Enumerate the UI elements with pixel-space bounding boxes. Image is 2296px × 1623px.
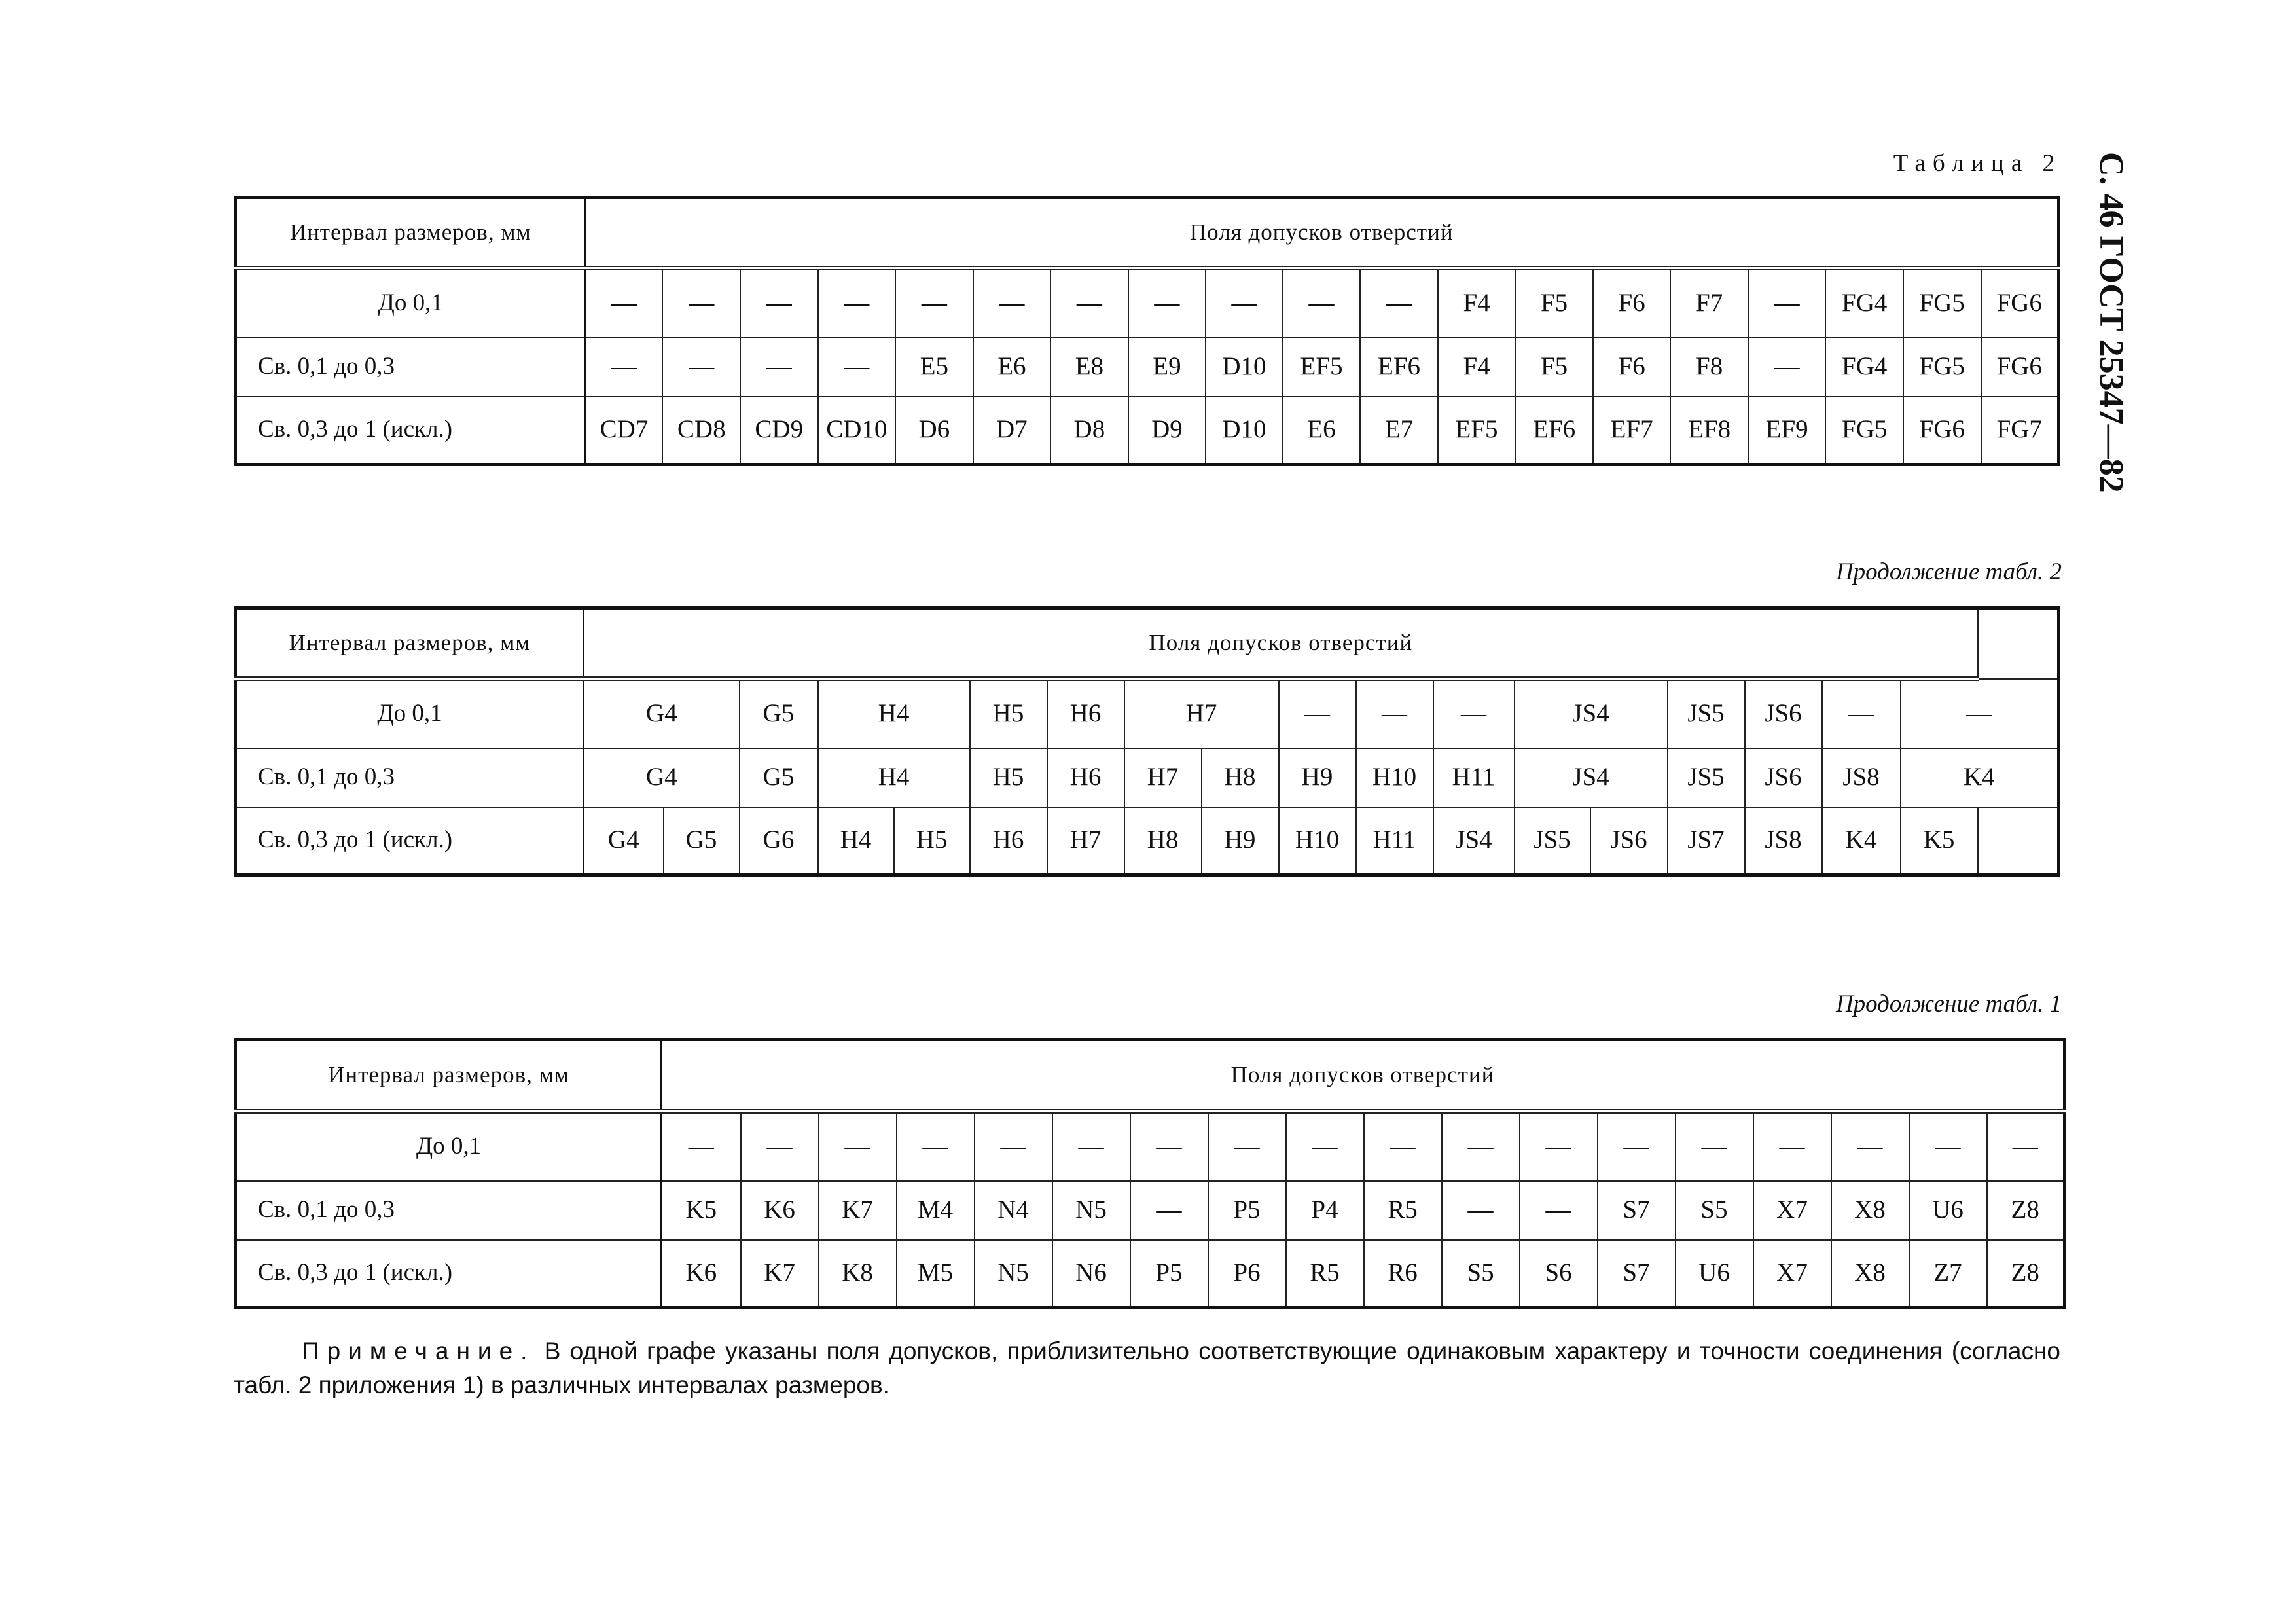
tolerance-cell: JS6 [1590, 807, 1668, 875]
tolerance-cell: N5 [975, 1240, 1052, 1308]
tolerance-cell: CD8 [662, 397, 740, 465]
tolerance-cell: D7 [973, 397, 1051, 465]
tolerance-cell: — [1283, 268, 1361, 338]
fields-header: Поля допусков отверстий [585, 198, 2059, 268]
tolerance-cell: K6 [741, 1181, 819, 1240]
table-row [236, 807, 2059, 875]
tolerance-cell: Z8 [1987, 1240, 2065, 1308]
tolerance-cell: K7 [819, 1181, 897, 1240]
tolerance-cell: H6 [970, 807, 1047, 875]
tolerance-cell: — [585, 268, 663, 338]
tolerance-cell: FG4 [1825, 268, 1903, 338]
tolerance-cell: — [662, 268, 740, 338]
size-interval-label: До 0,1 [236, 268, 585, 338]
table-row [236, 338, 2059, 397]
tolerance-cell: FG4 [1825, 338, 1903, 397]
tolerance-cell: G4 [584, 748, 740, 807]
size-interval-label: Св. 0,3 до 1 (искл.) [236, 397, 585, 465]
tolerance-cell: D10 [1206, 397, 1283, 465]
tolerance-cell: — [1052, 1112, 1130, 1181]
tolerance-table-2 [234, 606, 2060, 877]
tolerance-cell: — [1364, 1112, 1442, 1181]
tolerance-cell: JS4 [1515, 748, 1668, 807]
tolerance-cell: — [1130, 1181, 1208, 1240]
tolerance-cell: H11 [1356, 807, 1433, 875]
table-row [236, 1240, 2065, 1308]
tolerance-cell: X8 [1831, 1181, 1909, 1240]
tolerance-cell: S7 [1598, 1181, 1676, 1240]
tolerance-cell: CD9 [740, 397, 818, 465]
tolerance-cell: E6 [973, 338, 1051, 397]
tolerance-cell: FG5 [1903, 268, 1981, 338]
tolerance-cell: — [1442, 1181, 1520, 1240]
tolerance-cell: FG6 [1981, 338, 2059, 397]
table-caption-3: Продолжение табл. 1 [1835, 991, 2062, 1017]
tolerance-cell: F4 [1438, 338, 1516, 397]
tolerance-cell: P6 [1208, 1240, 1286, 1308]
size-interval-label: Св. 0,1 до 0,3 [236, 338, 585, 397]
tolerance-cell: E9 [1128, 338, 1206, 397]
tolerance-cell: K6 [662, 1240, 741, 1308]
tolerance-cell: N5 [1052, 1181, 1130, 1240]
tolerance-cell: H8 [1124, 807, 1202, 875]
tolerance-cell: — [740, 268, 818, 338]
tolerance-cell: — [1433, 679, 1515, 748]
tolerance-cell: — [1208, 1112, 1286, 1181]
tolerance-cell: H6 [1047, 748, 1124, 807]
tolerance-cell: S7 [1598, 1240, 1676, 1308]
tolerance-cell: FG6 [1981, 268, 2059, 338]
tolerance-cell: CD10 [818, 397, 896, 465]
tolerance-cell: — [1748, 268, 1826, 338]
tolerance-cell: U6 [1909, 1181, 1987, 1240]
tolerance-cell: N6 [1052, 1240, 1130, 1308]
tolerance-cell: — [741, 1112, 819, 1181]
tolerance-cell: H7 [1124, 679, 1279, 748]
tolerance-cell: H10 [1279, 807, 1356, 875]
note-keyword: Примечание. [302, 1338, 535, 1364]
tolerance-cell: — [895, 268, 973, 338]
tolerance-cell: FG7 [1981, 397, 2059, 465]
tolerance-cell: — [1286, 1112, 1364, 1181]
tolerance-cell: G4 [584, 679, 740, 748]
interval-header: Интервал размеров, мм [236, 1040, 662, 1112]
tolerance-cell: H5 [970, 748, 1047, 807]
header-row [236, 198, 2059, 268]
tolerance-cell: E7 [1360, 397, 1438, 465]
tolerance-cell: K4 [1901, 748, 2059, 807]
tolerance-cell: — [897, 1112, 975, 1181]
tolerance-cell: K4 [1822, 807, 1901, 875]
tolerance-cell: F5 [1515, 268, 1593, 338]
tolerance-cell: JS7 [1668, 807, 1745, 875]
tolerance-cell: FG5 [1825, 397, 1903, 465]
table-caption-2: Продолжение табл. 2 [1835, 558, 2062, 585]
tolerance-cell: H7 [1047, 807, 1124, 875]
interval-header: Интервал размеров, мм [236, 608, 584, 679]
tolerance-table-1 [234, 196, 2060, 466]
header-row [236, 608, 2059, 679]
fields-header: Поля допусков отверстий [662, 1040, 2065, 1112]
tolerance-cell: M4 [897, 1181, 975, 1240]
tolerance-cell: CD7 [585, 397, 663, 465]
note-text: В одной графе указаны поля допусков, приблизительно соответствующие одинаковым характеру и точности соединения (согласно табл. 2 приложения 1) в различных интервалах размеров. [234, 1338, 2060, 1398]
tolerance-cell: JS8 [1745, 807, 1822, 875]
tolerance-cell: — [1520, 1181, 1598, 1240]
tolerance-cell: FG6 [1903, 397, 1981, 465]
tolerance-cell: F4 [1438, 268, 1516, 338]
tolerance-cell: F5 [1515, 338, 1593, 397]
tolerance-cell: R5 [1286, 1240, 1364, 1308]
interval-header: Интервал размеров, мм [236, 198, 585, 268]
size-interval-label: До 0,1 [236, 1112, 662, 1181]
tolerance-cell: — [1901, 679, 2059, 748]
tolerance-cell: JS5 [1668, 679, 1745, 748]
tolerance-cell: JS6 [1745, 679, 1822, 748]
table-row [236, 397, 2059, 465]
tolerance-cell: JS5 [1515, 807, 1590, 875]
tolerance-cell: X7 [1753, 1240, 1831, 1308]
size-interval-label: Св. 0,1 до 0,3 [236, 748, 584, 807]
tolerance-cell: JS4 [1433, 807, 1515, 875]
size-interval-label: Св. 0,1 до 0,3 [236, 1181, 662, 1240]
tolerance-cell: R6 [1364, 1240, 1442, 1308]
tolerance-cell: K7 [741, 1240, 819, 1308]
tolerance-cell: H5 [970, 679, 1047, 748]
tolerance-cell: — [1748, 338, 1826, 397]
size-interval-label: До 0,1 [236, 679, 584, 748]
tolerance-cell: FG5 [1903, 338, 1981, 397]
tolerance-cell: P5 [1208, 1181, 1286, 1240]
tolerance-cell: — [1442, 1112, 1520, 1181]
tolerance-cell: JS6 [1745, 748, 1822, 807]
tolerance-cell: — [1279, 679, 1356, 748]
tolerance-cell: H6 [1047, 679, 1124, 748]
tolerance-cell: E6 [1283, 397, 1361, 465]
tolerance-cell: Z8 [1987, 1181, 2065, 1240]
tolerance-cell: G5 [740, 748, 818, 807]
tolerance-cell: — [1130, 1112, 1208, 1181]
tolerance-cell: K5 [1901, 807, 1978, 875]
tolerance-cell: S5 [1442, 1240, 1520, 1308]
tolerance-cell: H9 [1279, 748, 1356, 807]
tolerance-cell: — [1520, 1112, 1598, 1181]
tolerance-cell: EF7 [1593, 397, 1671, 465]
tolerance-cell: EF8 [1670, 397, 1748, 465]
tolerance-cell: — [973, 268, 1051, 338]
size-interval-label: Св. 0,3 до 1 (искл.) [236, 1240, 662, 1308]
tolerance-cell: — [1360, 268, 1438, 338]
tolerance-cell: P4 [1286, 1181, 1364, 1240]
tolerance-cell: P5 [1130, 1240, 1208, 1308]
tolerance-cell: — [1598, 1112, 1676, 1181]
tolerance-cell: H7 [1124, 748, 1202, 807]
tolerance-cell: M5 [897, 1240, 975, 1308]
tolerance-cell: E8 [1050, 338, 1128, 397]
tolerance-cell: — [585, 338, 663, 397]
tolerance-cell: X8 [1831, 1240, 1909, 1308]
tolerance-cell: H4 [818, 748, 970, 807]
tolerance-cell: H4 [818, 807, 894, 875]
tolerance-cell: EF5 [1283, 338, 1361, 397]
tolerance-cell: — [975, 1112, 1052, 1181]
tolerance-cell: R5 [1364, 1181, 1442, 1240]
tolerance-cell: K5 [662, 1181, 741, 1240]
tolerance-cell: JS8 [1822, 748, 1901, 807]
tolerance-cell: EF6 [1515, 397, 1593, 465]
tolerance-cell: — [1831, 1112, 1909, 1181]
tolerance-cell: F6 [1593, 338, 1671, 397]
fields-header: Поля допусков отверстий [584, 608, 1978, 679]
tolerance-cell: H9 [1202, 807, 1279, 875]
tolerance-cell: H11 [1433, 748, 1515, 807]
tolerance-cell: K8 [819, 1240, 897, 1308]
tolerance-cell: — [1128, 268, 1206, 338]
tolerance-cell: JS4 [1515, 679, 1668, 748]
tolerance-cell: N4 [975, 1181, 1052, 1240]
tolerance-cell: — [662, 338, 740, 397]
tolerance-cell: — [1909, 1112, 1987, 1181]
tolerance-cell: G5 [740, 679, 818, 748]
tolerance-cell: EF5 [1438, 397, 1516, 465]
tolerance-cell: D6 [895, 397, 973, 465]
page-side-header: С. 46 ГОСТ 25347—82 [2092, 152, 2130, 493]
tolerance-cell: S5 [1676, 1181, 1753, 1240]
tolerance-cell: H4 [818, 679, 970, 748]
tolerance-cell: F7 [1670, 268, 1748, 338]
tolerance-cell: H8 [1202, 748, 1279, 807]
tolerance-cell: E5 [895, 338, 973, 397]
tolerance-cell: D9 [1128, 397, 1206, 465]
tolerance-cell: EF6 [1360, 338, 1438, 397]
tolerance-cell: — [1356, 679, 1433, 748]
tolerance-cell: S6 [1520, 1240, 1598, 1308]
tolerance-cell: — [1206, 268, 1283, 338]
tolerance-cell: G6 [740, 807, 818, 875]
tolerance-cell: — [1822, 679, 1901, 748]
tolerance-cell: X7 [1753, 1181, 1831, 1240]
tolerance-cell: — [819, 1112, 897, 1181]
tolerance-cell: — [818, 338, 896, 397]
tolerance-cell: D8 [1050, 397, 1128, 465]
tolerance-cell: — [1676, 1112, 1753, 1181]
table-row [236, 679, 2059, 748]
tolerance-cell: — [818, 268, 896, 338]
tolerance-cell: G5 [664, 807, 740, 875]
tolerance-cell: — [740, 338, 818, 397]
tolerance-cell: — [1753, 1112, 1831, 1181]
tolerance-cell: F8 [1670, 338, 1748, 397]
header-row [236, 1040, 2065, 1112]
tolerance-cell: F6 [1593, 268, 1671, 338]
table-row [236, 268, 2059, 338]
tolerance-cell: D10 [1206, 338, 1283, 397]
tolerance-cell: JS5 [1668, 748, 1745, 807]
table-caption-1: Таблица 2 [1893, 150, 2062, 177]
tolerance-cell: — [1050, 268, 1128, 338]
table-row [236, 1112, 2065, 1181]
size-interval-label: Св. 0,3 до 1 (искл.) [236, 807, 584, 875]
tolerance-cell: — [1987, 1112, 2065, 1181]
tolerance-cell: — [662, 1112, 741, 1181]
tolerance-cell: G4 [584, 807, 664, 875]
table-row [236, 748, 2059, 807]
tolerance-cell: Z7 [1909, 1240, 1987, 1308]
table-note [234, 1334, 2060, 1402]
tolerance-table-3 [234, 1038, 2066, 1309]
tolerance-cell: EF9 [1748, 397, 1826, 465]
tolerance-cell: H5 [894, 807, 970, 875]
tolerance-cell: U6 [1676, 1240, 1753, 1308]
table-row [236, 1181, 2065, 1240]
tolerance-cell: H10 [1356, 748, 1433, 807]
